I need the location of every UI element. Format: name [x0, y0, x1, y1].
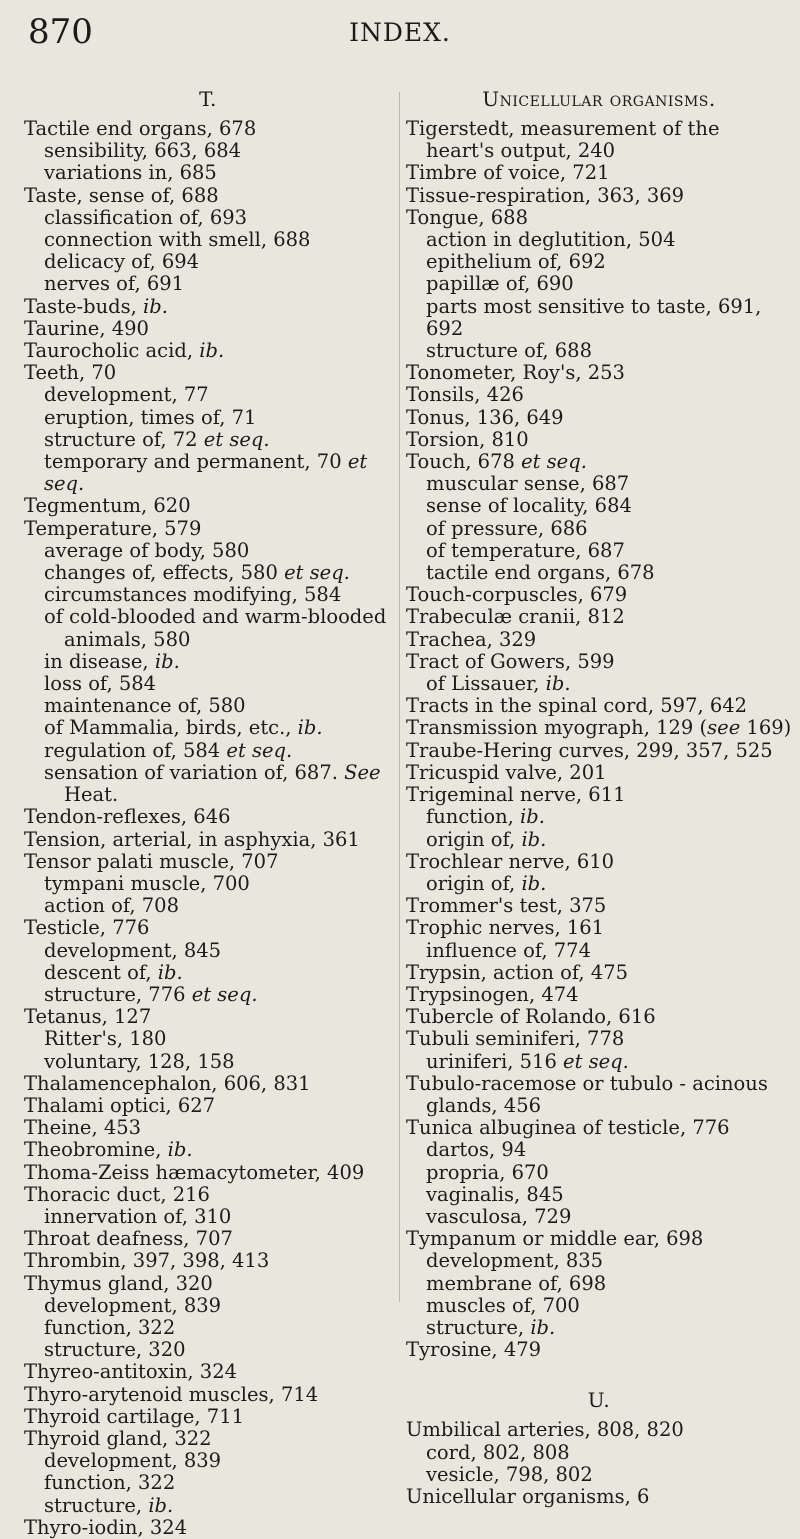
- index-entry: [406, 1250, 792, 1272]
- index-entry: [24, 606, 392, 650]
- index-entry: [24, 1384, 392, 1406]
- index-entry-text: of Lissauer,: [426, 672, 546, 696]
- index-entry: [24, 762, 392, 806]
- index-entry-text: Thyro-iodin, 324: [24, 1515, 188, 1539]
- section-heading-u: U.: [587, 1388, 611, 1413]
- index-entry: [406, 651, 792, 673]
- index-entry: [24, 162, 392, 184]
- index-entry: [24, 1073, 392, 1095]
- index-entry: [406, 1419, 792, 1441]
- index-entry-italic: ib.: [520, 805, 545, 829]
- index-entry-text: circumstances modifying, 584: [44, 583, 342, 607]
- index-entry: [406, 1117, 792, 1139]
- index-entry-text: classification of, 693: [44, 205, 248, 229]
- index-entry: [24, 1095, 392, 1117]
- index-entry: [406, 273, 792, 295]
- index-entry: [406, 1073, 792, 1117]
- index-entry-text: changes of, effects, 580: [44, 561, 285, 585]
- index-entry-text: maintenance of, 580: [44, 694, 246, 718]
- index-entry: [406, 962, 792, 984]
- index-entry-text: development, 845: [44, 938, 222, 962]
- index-entry: [406, 1228, 792, 1250]
- index-entry: [406, 162, 792, 184]
- index-entry: [406, 1139, 792, 1161]
- index-entry: [406, 1295, 792, 1317]
- index-entry-text: Teeth, 70: [24, 361, 117, 385]
- index-entry: [24, 429, 392, 451]
- index-entry: [24, 584, 392, 606]
- index-entry: [406, 695, 792, 717]
- index-entry: [24, 518, 392, 540]
- index-entry-text: Tubuli seminiferi, 778: [406, 1027, 625, 1051]
- index-entry-text: Taurocholic acid,: [24, 339, 200, 363]
- index-entry-text: Timbre of voice, 721: [406, 161, 610, 185]
- index-entry-text: Tonus, 136, 649: [406, 405, 564, 429]
- index-entry-text: nerves of, 691: [44, 272, 185, 296]
- index-entry: [406, 451, 792, 473]
- index-entry-text: dartos, 94: [426, 1138, 527, 1162]
- index-entry: [24, 540, 392, 562]
- index-entry: [24, 673, 392, 695]
- left-entry-list: [24, 118, 392, 1539]
- index-entry: [406, 362, 792, 384]
- index-entry-text: origin of,: [426, 827, 522, 851]
- index-entry-text: Tissue-respiration, 363, 369: [406, 183, 685, 207]
- index-entry: [24, 296, 392, 318]
- index-entry: [406, 1442, 792, 1464]
- index-entry-text: of Mammalia, birds, etc.,: [44, 716, 298, 740]
- index-entry: [406, 1184, 792, 1206]
- index-entry: [24, 384, 392, 406]
- index-entry-text: tactile end organs, 678: [426, 561, 655, 585]
- index-entry-italic: see: [707, 716, 741, 740]
- index-entry-text: propria, 670: [426, 1160, 549, 1184]
- index-entry: [24, 407, 392, 429]
- index-entry-text: Touch-corpuscles, 679: [406, 583, 628, 607]
- index-entry: [406, 407, 792, 429]
- index-entry: [406, 1317, 792, 1339]
- index-entry-italic: et seq.: [191, 982, 258, 1006]
- index-entry-text: Tonometer, Roy's, 253: [406, 361, 625, 385]
- index-entry-text: Torsion, 810: [406, 427, 529, 451]
- index-entry-text: Tetanus, 127: [24, 1005, 152, 1029]
- index-entry: [24, 1339, 392, 1361]
- index-entry-italic: et seq.: [44, 450, 368, 496]
- index-entry-text: function, 322: [44, 1471, 176, 1495]
- index-entry-text: Tigerstedt, measurement of the heart's output, 240: [406, 117, 720, 163]
- index-entry-text: Trachea, 329: [406, 627, 537, 651]
- index-entry-text: development, 839: [44, 1449, 222, 1473]
- index-entry: [406, 473, 792, 495]
- index-entry-italic: et seq.: [284, 561, 350, 585]
- index-entry-text: Tubercle of Rolando, 616: [406, 1005, 656, 1029]
- index-entry: [24, 695, 392, 717]
- right-entry-list-u: [406, 1419, 792, 1508]
- index-entry-text: Tyrosine, 479: [406, 1338, 542, 1362]
- index-entry: [406, 562, 792, 584]
- index-entry: [406, 1006, 792, 1028]
- index-entry-text: Trophic nerves, 161: [406, 916, 605, 940]
- index-entry-italic: ib.: [199, 339, 225, 363]
- index-entry-text: membrane of, 698: [426, 1271, 607, 1295]
- index-entry-text: temporary and permanent, 70: [44, 450, 348, 474]
- index-entry: [24, 562, 392, 584]
- index-entry: [24, 651, 392, 673]
- index-entry: [24, 1162, 392, 1184]
- index-entry-text: function, 322: [44, 1315, 176, 1339]
- index-entry-text: muscular sense, 687: [426, 472, 630, 496]
- index-entry-text: Umbilical arteries, 808, 820: [406, 1418, 684, 1442]
- index-entry: [406, 873, 792, 895]
- index-entry-text: Theine, 453: [24, 1116, 142, 1140]
- index-entry-text: sensation of variation of, 687.: [44, 760, 345, 784]
- index-entry: [24, 251, 392, 273]
- index-entry-text: vesicle, 798, 802: [426, 1462, 593, 1486]
- index-entry-text: development, 839: [44, 1293, 222, 1317]
- index-entry-text: regulation of, 584: [44, 738, 227, 762]
- index-entry-text: Traube-Hering curves, 299, 357, 525: [406, 738, 773, 762]
- index-entry-text: action of, 708: [44, 894, 179, 918]
- index-entry-text: Taste, sense of, 688: [24, 183, 219, 207]
- index-entry: [24, 829, 392, 851]
- index-entry: [406, 984, 792, 1006]
- section-heading-t: T.: [199, 87, 217, 111]
- index-entry-text: Taurine, 490: [24, 316, 149, 340]
- index-entry-text: Transmission myograph, 129 (: [406, 716, 708, 740]
- index-entry-italic: ib.: [530, 1315, 556, 1339]
- index-entry: [24, 1406, 392, 1428]
- index-entry: [406, 584, 792, 606]
- index-entry: [24, 1117, 392, 1139]
- index-entry: [24, 851, 392, 873]
- index-entry-text: influence of, 774: [426, 938, 591, 962]
- index-entry: [24, 185, 392, 207]
- index-entry-text: voluntary, 128, 158: [44, 1049, 235, 1073]
- index-entry-italic: ib.: [148, 1493, 174, 1517]
- index-entry: [406, 207, 792, 229]
- index-entry: [24, 318, 392, 340]
- index-entry: [24, 940, 392, 962]
- index-entry: [406, 895, 792, 917]
- index-entry-italic: et seq.: [563, 1049, 629, 1073]
- index-entry-text: Trabeculæ cranii, 812: [406, 605, 625, 629]
- index-entry: [24, 1428, 392, 1450]
- index-entry: [24, 717, 392, 739]
- index-entry-text: Unicellular organisms, 6: [406, 1484, 650, 1508]
- index-entry: [406, 495, 792, 517]
- index-entry: [24, 1450, 392, 1472]
- index-entry-text: Tension, arterial, in asphyxia, 361: [24, 827, 360, 851]
- index-entry: [406, 229, 792, 251]
- index-entry: [24, 740, 392, 762]
- index-entry: [406, 762, 792, 784]
- index-entry: [24, 1184, 392, 1206]
- index-entry: [24, 1139, 392, 1161]
- index-entry-text: in disease,: [44, 649, 155, 673]
- index-entry: [24, 895, 392, 917]
- index-entry: [24, 1028, 392, 1050]
- index-entry-text: delicacy of, 694: [44, 250, 200, 274]
- index-entry: [406, 829, 792, 851]
- index-entry: [24, 229, 392, 251]
- index-entry-text: Tegmentum, 620: [24, 494, 191, 518]
- index-entry: [24, 1250, 392, 1272]
- index-entry-text: Taste-buds,: [24, 294, 144, 318]
- index-entry-text: Throat deafness, 707: [24, 1227, 233, 1251]
- index-entry-text: structure, 776: [44, 982, 192, 1006]
- index-entry-italic: ib.: [154, 649, 180, 673]
- index-entry: [406, 429, 792, 451]
- index-entry: [24, 1517, 392, 1539]
- index-entry: [24, 873, 392, 895]
- index-entry: [406, 540, 792, 562]
- index-entry-italic: et seq.: [203, 427, 270, 451]
- index-entry: [406, 851, 792, 873]
- index-entry-italic: et seq.: [226, 738, 293, 762]
- index-entry-text: Thalami optici, 627: [24, 1093, 216, 1117]
- index-entry-text: vaginalis, 845: [426, 1182, 564, 1206]
- index-entry-text: action in deglutition, 504: [426, 228, 676, 252]
- index-entry-italic: See: [344, 760, 381, 784]
- index-entry-text: average of body, 580: [44, 538, 250, 562]
- index-entry: [24, 273, 392, 295]
- index-entry-text: eruption, times of, 71: [44, 405, 257, 429]
- index-entry-text: structure of, 688: [426, 339, 592, 363]
- index-entry: [406, 806, 792, 828]
- index-entry-text: sense of locality, 684: [426, 494, 632, 518]
- index-entry: [406, 1162, 792, 1184]
- index-entry-text: function,: [426, 805, 521, 829]
- index-entry: [406, 1486, 792, 1508]
- index-entry: [24, 207, 392, 229]
- index-entry-text: Tract of Gowers, 599: [406, 649, 615, 673]
- index-entry-text: origin of,: [426, 871, 522, 895]
- index-entry-text: Testicle, 776: [24, 916, 150, 940]
- index-entry-text: structure,: [426, 1315, 531, 1339]
- index-entry-text: Tongue, 688: [406, 205, 528, 229]
- index-entry-text: uriniferi, 516: [426, 1049, 564, 1073]
- index-entry-text: loss of, 584: [44, 672, 157, 696]
- index-entry-italic: ib.: [521, 827, 547, 851]
- index-entry-text: Trochlear nerve, 610: [406, 849, 615, 873]
- index-entry-text: tympani muscle, 700: [44, 871, 250, 895]
- index-entry-italic: ib.: [167, 1138, 193, 1162]
- index-entry: [24, 362, 392, 384]
- index-entry-text: Tympanum or middle ear, 698: [406, 1227, 704, 1251]
- index-entry-text: Tracts in the spinal cord, 597, 642: [406, 694, 748, 718]
- index-entry-text: muscles of, 700: [426, 1293, 580, 1317]
- index-entry-text: structure, 320: [44, 1338, 186, 1362]
- index-entry: [24, 118, 392, 140]
- index-entry-text: Thrombin, 397, 398, 413: [24, 1249, 270, 1273]
- index-entry: [24, 1361, 392, 1383]
- index-entry: [24, 495, 392, 517]
- index-entry-text: structure,: [44, 1493, 149, 1517]
- index-entry: [24, 1495, 392, 1517]
- index-entry: [24, 340, 392, 362]
- index-entry: [24, 451, 392, 495]
- index-entry: [24, 1295, 392, 1317]
- index-entry-text: Ritter's, 180: [44, 1027, 167, 1051]
- left-column: [24, 88, 392, 1539]
- index-entry-text: Trypsinogen, 474: [406, 982, 579, 1006]
- index-entry-text: Thoma-Zeiss hæmacytometer, 409: [24, 1160, 365, 1184]
- index-entry-italic: ib.: [297, 716, 323, 740]
- index-entry-text: Trigeminal nerve, 611: [406, 783, 626, 807]
- index-entry-text: Tricuspid valve, 201: [406, 760, 607, 784]
- index-entry-text: development, 835: [426, 1249, 604, 1273]
- index-entry: [24, 1317, 392, 1339]
- right-column: [406, 88, 792, 1508]
- index-entry-text: of pressure, 686: [426, 516, 588, 540]
- index-entry: [406, 784, 792, 806]
- index-entry-italic: et seq.: [521, 450, 587, 474]
- index-entry-text: sensibility, 663, 684: [44, 139, 242, 163]
- index-entry-text: Theobromine,: [24, 1138, 168, 1162]
- index-entry-tail: 169): [740, 716, 792, 740]
- index-entry-italic: ib.: [143, 294, 168, 318]
- index-entry-text: structure of, 72: [44, 427, 204, 451]
- index-entry-italic: ib.: [545, 672, 571, 696]
- index-entry: [24, 917, 392, 939]
- index-entry: [24, 1006, 392, 1028]
- page-number: 870: [28, 12, 93, 52]
- index-entry-text: parts most sensitive to taste, 691, 692: [426, 294, 762, 340]
- index-entry-text: papillæ of, 690: [426, 272, 574, 296]
- index-entry: [406, 717, 792, 739]
- index-entry-text: descent of,: [44, 960, 158, 984]
- running-head: INDEX.: [349, 18, 451, 47]
- index-entry-text: cord, 802, 808: [426, 1440, 570, 1464]
- index-entry: [24, 962, 392, 984]
- index-entry-text: Trommer's test, 375: [406, 894, 607, 918]
- index-entry-text: of temperature, 687: [426, 538, 625, 562]
- index-entry-text: Tubulo-racemose or tubulo - acinous glands, 456: [406, 1071, 768, 1117]
- index-entry-text: Tendon-reflexes, 646: [24, 805, 231, 829]
- index-entry-text: connection with smell, 688: [44, 228, 311, 252]
- index-entry: [24, 806, 392, 828]
- index-entry: [406, 1028, 792, 1050]
- index-entry-text: Thoracic duct, 216: [24, 1182, 210, 1206]
- running-subhead: Unicellular organisms.: [482, 87, 716, 111]
- index-entry-text: variations in, 685: [44, 161, 217, 185]
- index-entry: [406, 340, 792, 362]
- index-entry: [406, 1339, 792, 1361]
- index-entry-text: Temperature, 579: [24, 516, 202, 540]
- index-entry: [406, 251, 792, 273]
- index-entry: [406, 917, 792, 939]
- index-entry-text: Tunica albuginea of testicle, 776: [406, 1116, 730, 1140]
- index-entry: [406, 740, 792, 762]
- index-entry-text: vasculosa, 729: [426, 1204, 572, 1228]
- index-entry: [406, 296, 792, 340]
- index-entry-text: Tonsils, 426: [406, 383, 524, 407]
- index-entry: [406, 1051, 792, 1073]
- index-entry: [406, 606, 792, 628]
- index-entry-text: Thyro-arytenoid muscles, 714: [24, 1382, 319, 1406]
- index-entry: [406, 940, 792, 962]
- index-entry-text: Touch, 678: [406, 450, 522, 474]
- index-entry: [24, 1472, 392, 1494]
- index-entry: [406, 629, 792, 651]
- index-entry-text: development, 77: [44, 383, 209, 407]
- index-entry: [406, 384, 792, 406]
- index-entry-text: Trypsin, action of, 475: [406, 960, 629, 984]
- index-entry-italic: ib.: [521, 871, 547, 895]
- index-entry-text: Thyroid gland, 322: [24, 1426, 212, 1450]
- column-divider: [399, 92, 400, 1302]
- index-entry-text: Thyreo-antitoxin, 324: [24, 1360, 238, 1384]
- index-entry-italic: ib.: [157, 960, 183, 984]
- index-entry: [406, 673, 792, 695]
- right-entry-list: [406, 118, 792, 1361]
- index-entry: [406, 185, 792, 207]
- index-entry: [406, 118, 792, 162]
- index-entry: [24, 140, 392, 162]
- index-entry: [24, 1273, 392, 1295]
- index-entry-text: Thalamencephalon, 606, 831: [24, 1071, 311, 1095]
- index-entry-text: Thymus gland, 320: [24, 1271, 213, 1295]
- index-entry-text: Tactile end organs, 678: [24, 117, 257, 140]
- index-entry: [24, 1228, 392, 1250]
- index-entry: [406, 1464, 792, 1486]
- index-entry: [24, 984, 392, 1006]
- index-entry-text: epithelium of, 692: [426, 250, 606, 274]
- index-entry: [406, 518, 792, 540]
- index-entry-text: Thyroid cartilage, 711: [24, 1404, 245, 1428]
- index-entry: [24, 1206, 392, 1228]
- index-entry: [24, 1051, 392, 1073]
- index-entry-text: Tensor palati muscle, 707: [24, 849, 279, 873]
- index-entry: [406, 1273, 792, 1295]
- index-entry-tail: Heat.: [64, 783, 119, 807]
- index-entry: [406, 1206, 792, 1228]
- index-entry-text: innervation of, 310: [44, 1204, 232, 1228]
- index-entry-text: of cold-blooded and warm-blooded animals, 580: [44, 605, 387, 651]
